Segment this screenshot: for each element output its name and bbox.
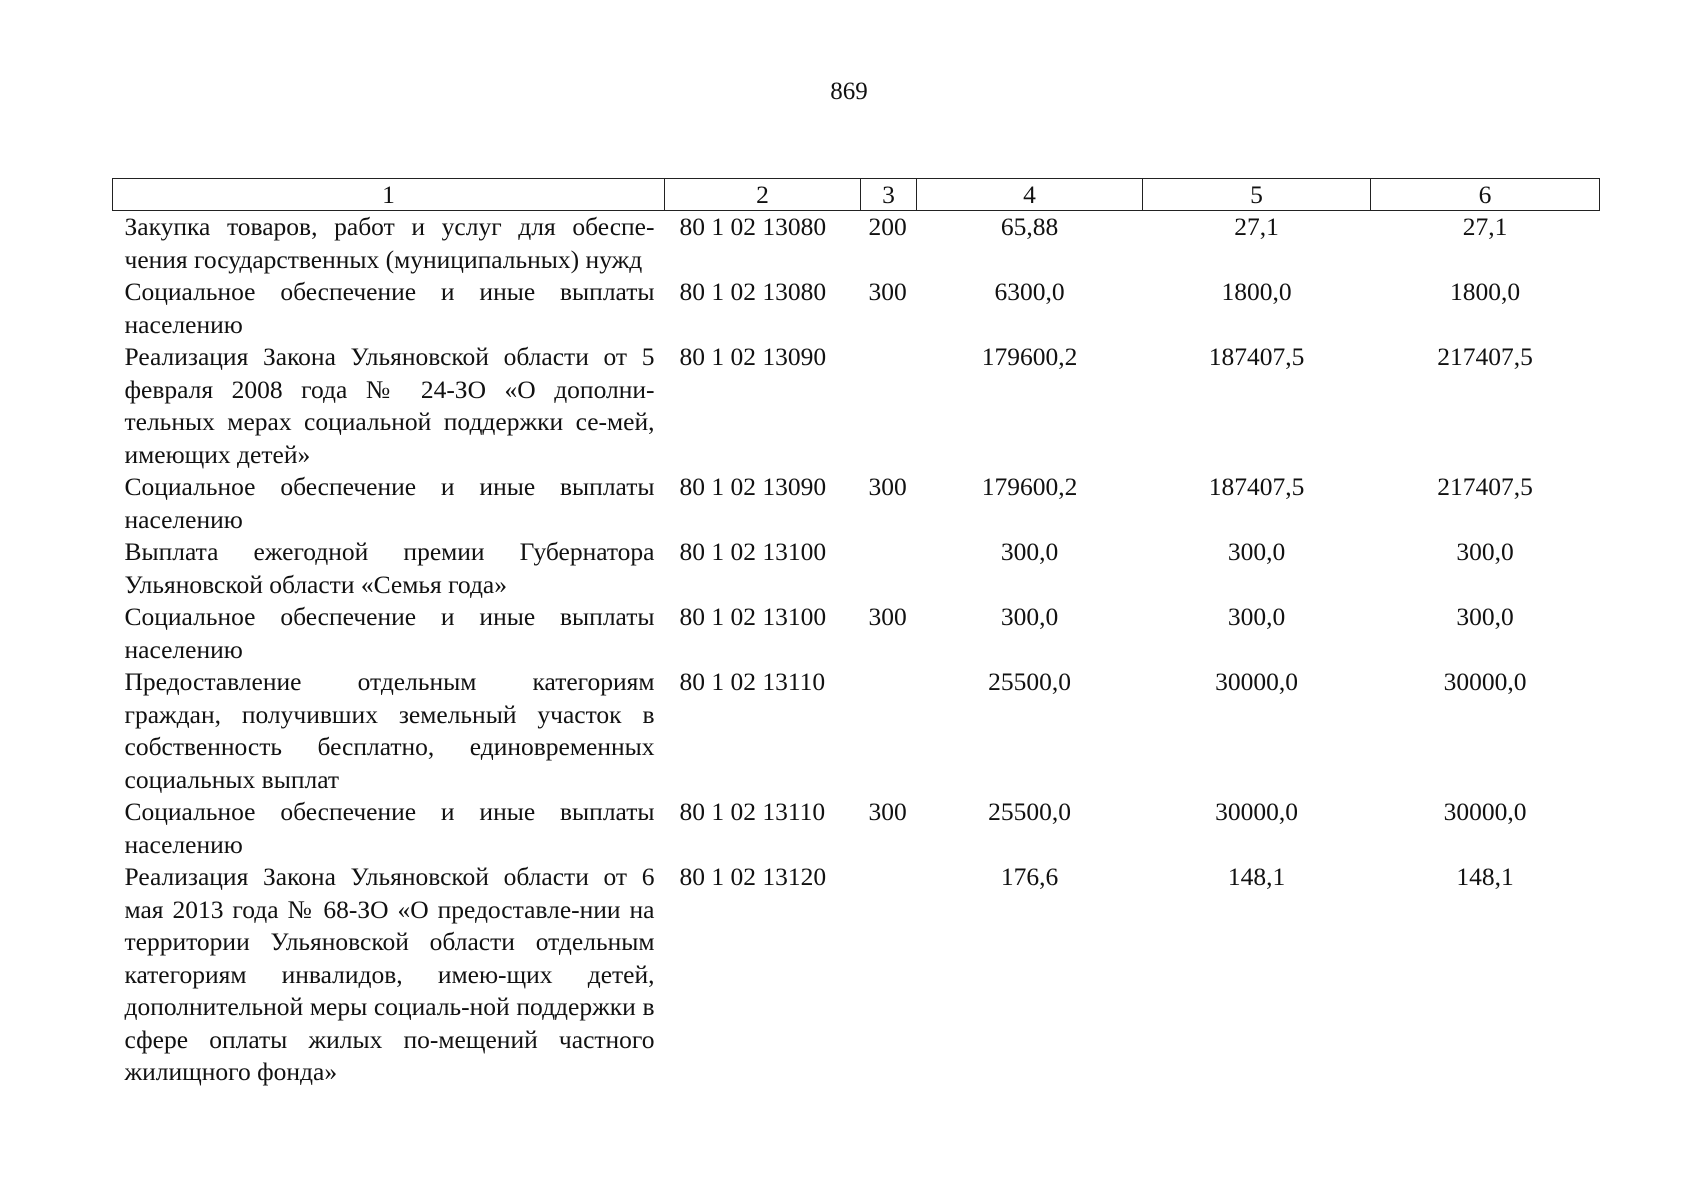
row-value-5: 30000,0 <box>1215 667 1298 696</box>
row-value-6: 27,1 <box>1462 212 1508 241</box>
row-name: Закупка товаров, работ и услуг для обеспе-чения государственных (муниципальных) нужд <box>124 212 655 274</box>
row-name: Предоставление отдельным категориям граждан, получивших земельный участок в собственность бесплатно, единовременных социальных выплат <box>124 667 655 794</box>
row-value-4: 176,6 <box>1000 862 1059 891</box>
row-value-4: 65,88 <box>1000 212 1059 241</box>
row-name: Социальное обеспечение и иные выплаты населению <box>124 602 655 664</box>
row-value-4: 179600,2 <box>981 342 1078 371</box>
row-value-4: 25500,0 <box>988 667 1071 696</box>
header-col-4: 4 <box>917 179 1143 211</box>
row-code: 80 1 02 13080 <box>679 212 827 241</box>
table-body <box>113 211 1600 1089</box>
page-number: 869 <box>830 78 868 105</box>
row-name: Реализация Закона Ульяновской области от 6 мая 2013 года № 68-ЗО «О предоставле-нии на территории Ульяновской области отдельным категориям инвалидов, имею-щих детей, дополнительной меры социаль-ной поддержки в сфере оплаты жилых по-мещений частного жилищного фонда» <box>124 862 655 1086</box>
row-name: Социальное обеспечение и иные выплаты населению <box>124 472 655 534</box>
row-value-5: 30000,0 <box>1215 797 1298 826</box>
row-type <box>861 861 917 1089</box>
row-name: Реализация Закона Ульяновской области от 5 февраля 2008 года № 24-ЗО «О дополни-тельных мерах социальной поддержки се-мей, имеющих детей» <box>124 342 655 469</box>
header-col-2: 2 <box>665 179 861 211</box>
row-value-6: 300,0 <box>1456 602 1514 631</box>
row-type: 300 <box>868 277 907 306</box>
row-value-4: 300,0 <box>1000 537 1059 566</box>
row-code: 80 1 02 13110 <box>679 797 826 826</box>
row-code: 80 1 02 13110 <box>679 667 826 696</box>
row-type: 200 <box>868 212 907 241</box>
table-row <box>113 471 1600 536</box>
row-value-6: 217407,5 <box>1437 342 1533 371</box>
row-code: 80 1 02 13100 <box>679 537 827 566</box>
budget-table <box>112 178 1600 1089</box>
table-row <box>113 211 1600 277</box>
row-value-6: 30000,0 <box>1443 667 1527 696</box>
row-code: 80 1 02 13090 <box>679 472 827 501</box>
row-value-4: 300,0 <box>1000 602 1059 631</box>
row-value-5: 187407,5 <box>1208 472 1305 501</box>
table-row <box>113 536 1600 601</box>
row-type <box>861 666 917 796</box>
table-row <box>113 796 1600 861</box>
row-name: Социальное обеспечение и иные выплаты населению <box>124 277 655 339</box>
row-type <box>861 536 917 601</box>
row-type: 300 <box>868 472 907 501</box>
row-value-5: 148,1 <box>1227 862 1286 891</box>
table-row <box>113 861 1600 1089</box>
row-value-5: 300,0 <box>1227 537 1286 566</box>
row-name: Выплата ежегодной премии Губернатора Ульяновской области «Семья года» <box>124 537 655 599</box>
row-value-4: 6300,0 <box>994 277 1065 306</box>
header-col-5: 5 <box>1143 179 1371 211</box>
row-value-6: 300,0 <box>1456 537 1514 566</box>
row-type: 300 <box>868 602 907 631</box>
table-row <box>113 341 1600 471</box>
row-value-5: 27,1 <box>1234 212 1279 241</box>
header-col-1: 1 <box>113 179 665 211</box>
table-row <box>113 276 1600 341</box>
table-row <box>113 666 1600 796</box>
row-value-5: 1800,0 <box>1221 277 1292 306</box>
table-row <box>113 601 1600 666</box>
row-value-4: 179600,2 <box>981 472 1078 501</box>
row-code: 80 1 02 13120 <box>679 862 827 891</box>
row-value-6: 217407,5 <box>1437 472 1533 501</box>
row-code: 80 1 02 13100 <box>679 602 827 631</box>
row-value-4: 25500,0 <box>988 797 1071 826</box>
row-value-6: 148,1 <box>1456 862 1514 891</box>
header-col-3: 3 <box>861 179 917 211</box>
table-header <box>113 179 1600 211</box>
row-type <box>861 341 917 471</box>
row-code: 80 1 02 13080 <box>679 277 827 306</box>
row-code: 80 1 02 13090 <box>679 342 827 371</box>
row-value-5: 187407,5 <box>1208 342 1305 371</box>
row-name: Социальное обеспечение и иные выплаты населению <box>124 797 655 859</box>
row-value-5: 300,0 <box>1227 602 1286 631</box>
row-type: 300 <box>868 797 907 826</box>
header-col-6: 6 <box>1371 179 1600 211</box>
header-row <box>113 179 1600 211</box>
row-value-6: 1800,0 <box>1449 277 1521 306</box>
row-value-6: 30000,0 <box>1443 797 1527 826</box>
